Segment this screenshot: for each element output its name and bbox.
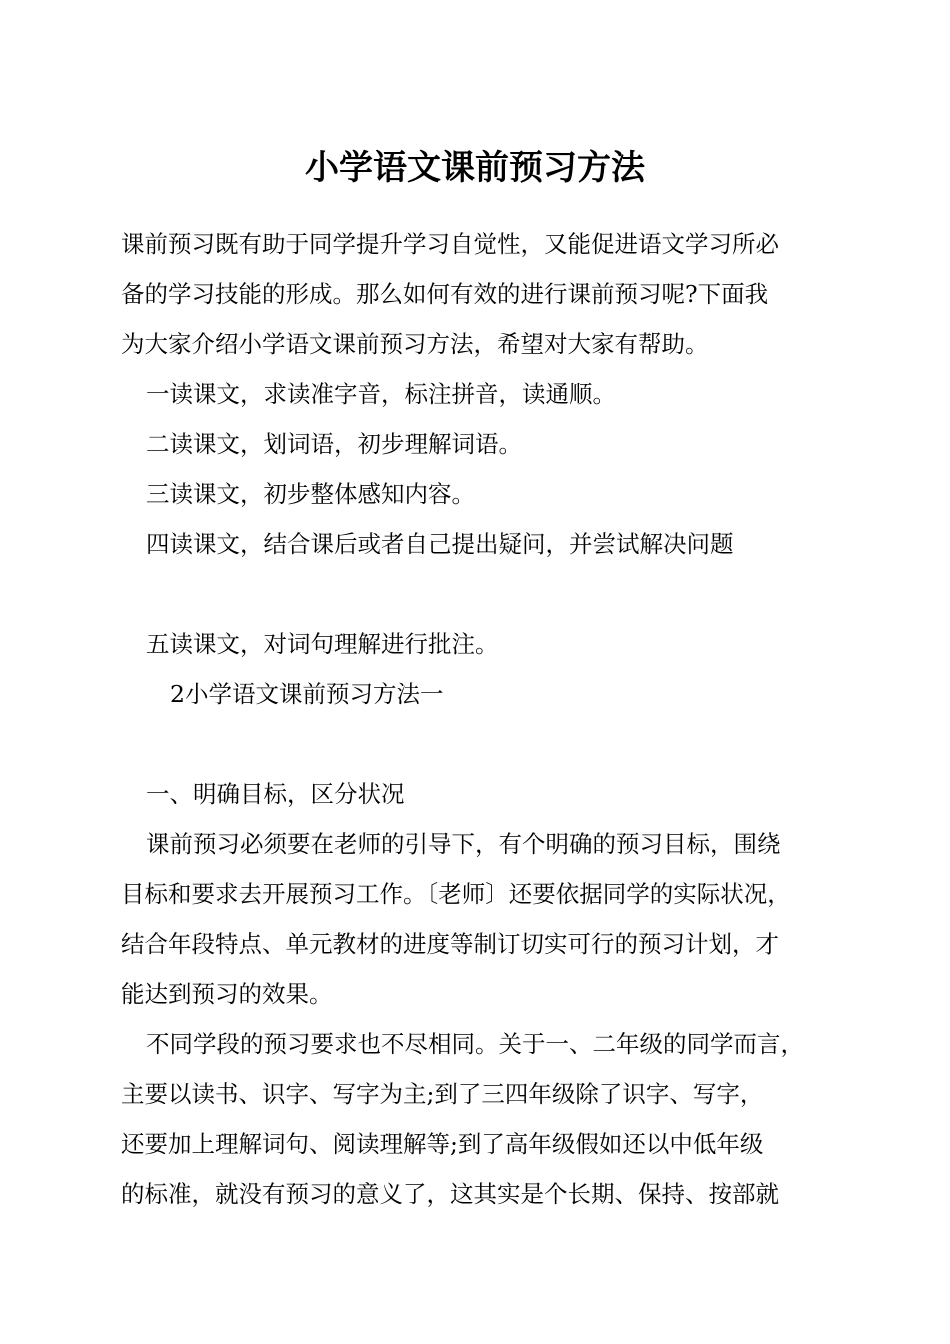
step-line: 一读课文，求读准字音，标注拼音，读通顺。 bbox=[146, 380, 616, 408]
step-line: 三读课文，初步整体感知内容。 bbox=[146, 480, 475, 508]
paragraph-line: 还要加上理解词句、阅读理解等;到了高年级假如还以中低年级 bbox=[121, 1130, 764, 1158]
paragraph-line: 课前预习既有助于同学提升学习自觉性，又能促进语文学习所必 bbox=[121, 230, 779, 258]
step-line: 二读课文，划词语，初步理解词语。 bbox=[146, 430, 522, 458]
document-title: 小学语文课前预习方法 bbox=[305, 148, 645, 188]
paragraph-line: 备的学习技能的形成。那么如何有效的进行课前预习呢?下面我 bbox=[121, 280, 769, 308]
paragraph-line: 主要以读书、识字、写字为主;到了三四年级除了识字、写字， bbox=[121, 1080, 764, 1108]
paragraph-line: 目标和要求去开展预习工作。〔老师〕还要依据同学的实际状况， bbox=[121, 880, 791, 908]
paragraph-line: 为大家介绍小学语文课前预习方法，希望对大家有帮助。 bbox=[121, 330, 709, 358]
paragraph-line: 结合年段特点、单元教材的进度等制订切实可行的预习计划，才 bbox=[121, 930, 779, 958]
subsection-heading: 一、明确目标，区分状况 bbox=[146, 780, 405, 808]
paragraph-line: 的标准，就没有预习的意义了，这其实是个长期、保持、按部就 bbox=[121, 1180, 779, 1208]
step-line: 四读课文，结合课后或者自己提出疑问，并尝试解决问题 bbox=[146, 530, 734, 558]
section-heading: 2小学语文课前预习方法一 bbox=[170, 680, 444, 708]
paragraph-line: 不同学段的预习要求也不尽相同。关于一、二年级的同学而言， bbox=[146, 1030, 804, 1058]
step-line: 五读课文，对词句理解进行批注。 bbox=[146, 630, 499, 658]
paragraph-line: 课前预习必须要在老师的引导下，有个明确的预习目标，围绕 bbox=[146, 830, 781, 858]
paragraph-line: 能达到预习的效果。 bbox=[121, 980, 333, 1008]
